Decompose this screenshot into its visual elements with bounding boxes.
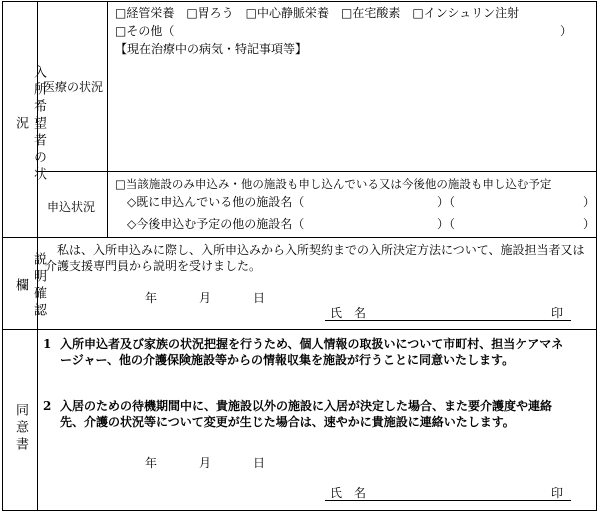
medical-other-close: ） xyxy=(560,24,573,38)
divider-confirm-top xyxy=(3,237,596,238)
medical-other-open: □その他（ xyxy=(115,24,175,38)
application-line1: □当該施設のみ申込み・他の施設も申し込んでいる又は今後他の施設も申し込む予定 xyxy=(115,177,552,191)
consent-year: 年 xyxy=(145,456,158,470)
consent-item1-number: 1 xyxy=(43,337,52,351)
consent-name-label: 氏 名 xyxy=(330,486,367,500)
medical-status-label: 医療の状況 xyxy=(43,80,104,94)
consent-day: 日 xyxy=(253,456,266,470)
consent-item1-text: 入所申込者及び家族の状況把握を行うため、個人情報の取扱いについて市町村、担当ケアマネージャー、他の介護保険施設等からの情報収集を施設が行うことに同意いたします。 xyxy=(60,337,564,367)
confirm-month: 月 xyxy=(199,291,212,305)
section-title-confirm: 説明確認欄 xyxy=(13,252,46,320)
consent-signature-line xyxy=(325,500,571,501)
divider-consent-top xyxy=(3,329,596,330)
consent-month: 月 xyxy=(199,456,212,470)
confirm-signature-line xyxy=(325,320,571,321)
application-status-label: 申込状況 xyxy=(47,200,96,214)
application-planned-label: ◇今後申込む予定の他の施設名（ xyxy=(127,217,305,231)
medical-options-line1: □経管栄養 □胃ろう □中心静脈栄養 □在宅酸素 □インシュリン注射 xyxy=(115,6,520,20)
application-planned-paren-mid: ）（ xyxy=(437,217,456,231)
consent-item2-number: 2 xyxy=(43,399,52,413)
application-existing-paren-close: ） xyxy=(583,195,596,209)
medical-notes-label: 【現在治療中の病気・特記事項等】 xyxy=(115,42,308,56)
consent-item2-text: 入居のための待機期間中に、貴施設以外の施設に入居が決定した場合、また要介護度や連絡先、介護の状況等について変更が生じた場合は、速やかに貴施設に連絡いたします。 xyxy=(60,399,553,429)
divider-application-top xyxy=(37,171,596,172)
section-title-admission: 入所希望者の状況 xyxy=(13,64,46,184)
application-planned-paren-close: ） xyxy=(583,217,596,231)
application-existing-label: ◇既に申込んでいる他の施設名（ xyxy=(127,195,305,209)
divider-label-column xyxy=(107,2,108,237)
form-frame xyxy=(2,1,597,511)
confirm-statement: 私は、入所申込みに際し、入所申込みから入所契約までの入所決定方法について、施設担当者又は介護支援専門員から説明を受けました。 xyxy=(45,243,585,273)
consent-seal: 印 xyxy=(551,486,564,500)
section-title-consent: 同意書 xyxy=(13,402,28,454)
confirm-seal: 印 xyxy=(551,306,564,320)
confirm-day: 日 xyxy=(253,291,266,305)
confirm-year: 年 xyxy=(145,291,158,305)
application-existing-paren-mid: ）（ xyxy=(437,195,456,209)
confirm-name-label: 氏 名 xyxy=(330,306,367,320)
